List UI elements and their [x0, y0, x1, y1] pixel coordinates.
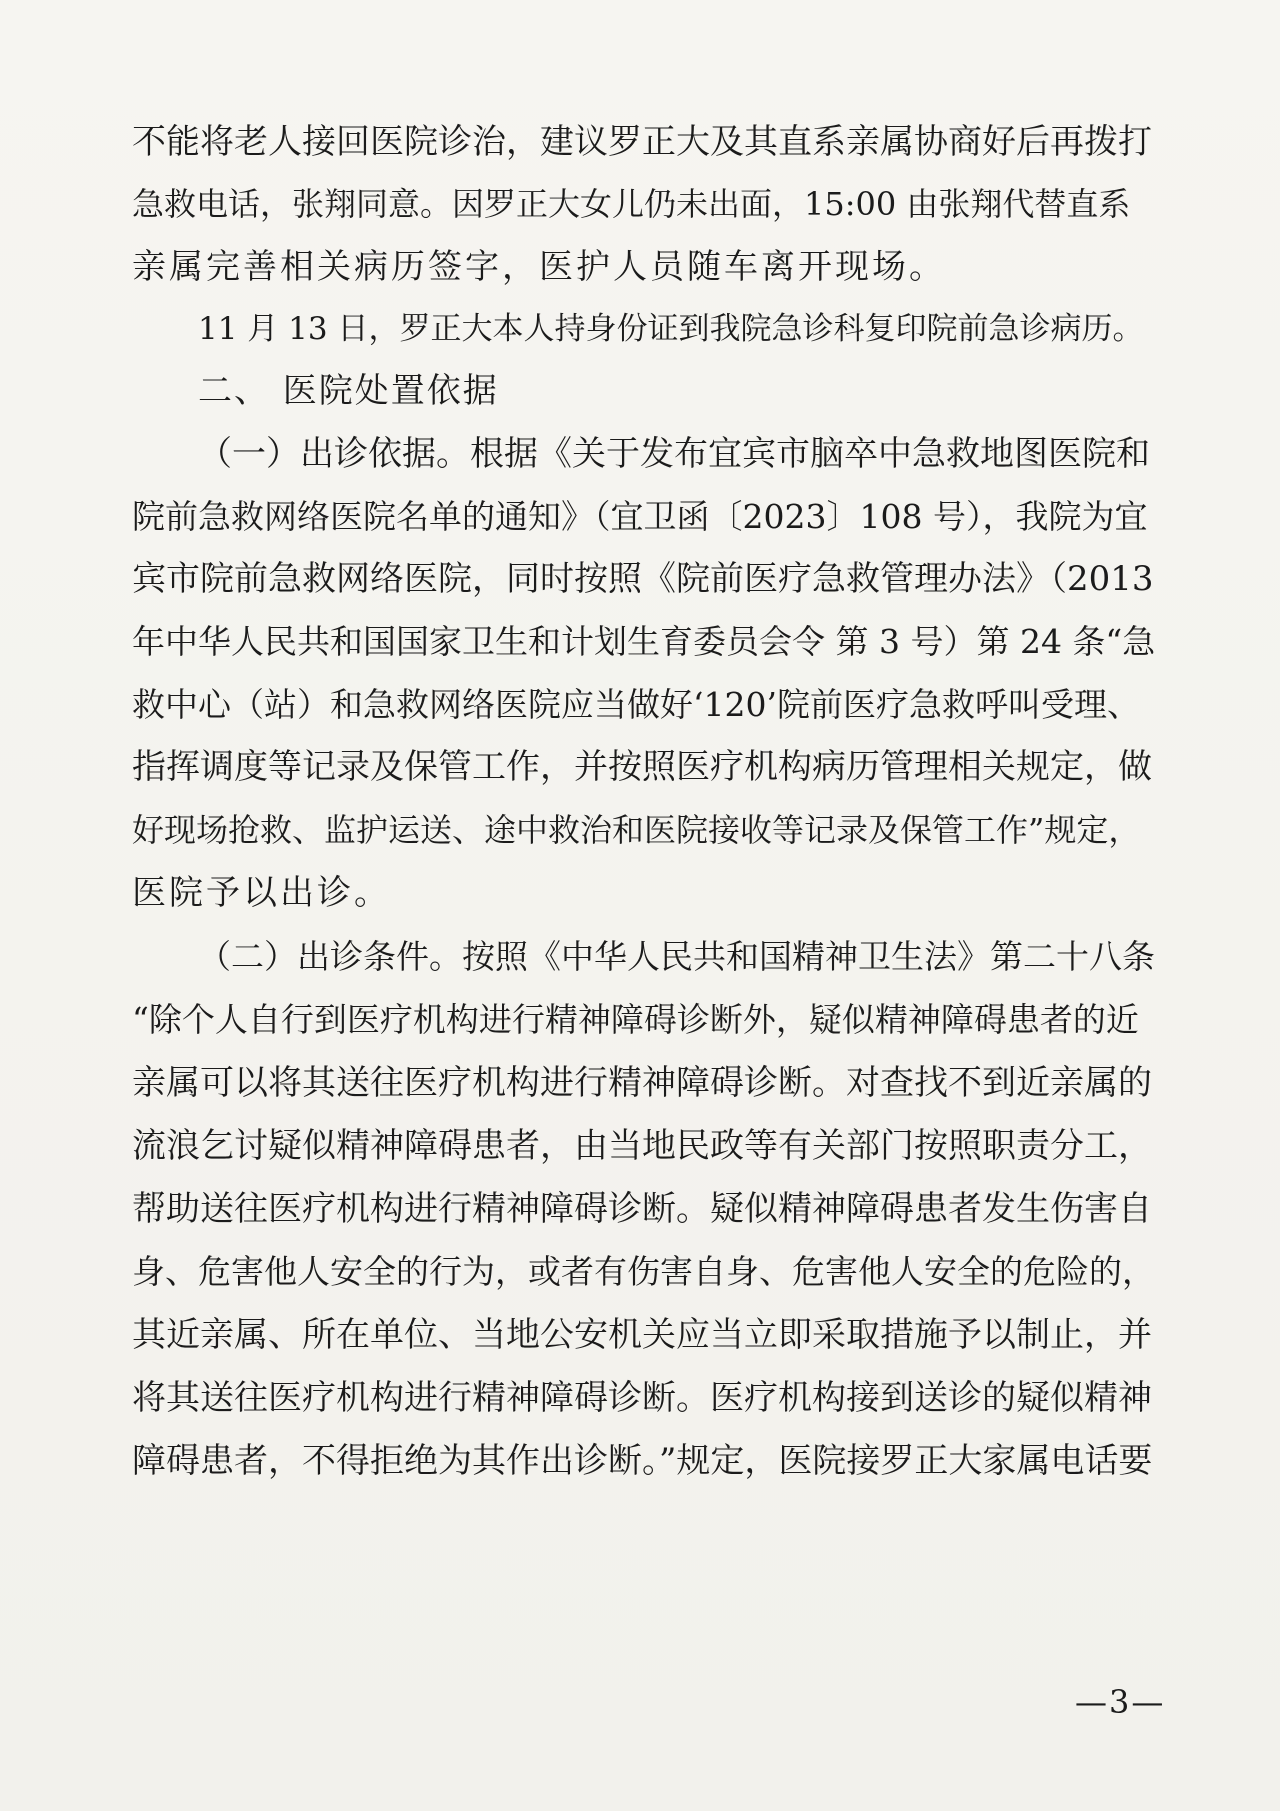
text-line: 亲属完善相关病历签字，医护人员随车离开现场。 [132, 247, 946, 287]
text-line: “除个人自行到医疗机构进行精神障碍诊断外，疑似精神障碍患者的近 [132, 1000, 1139, 1039]
page-number: —3— [1075, 1683, 1166, 1721]
text-line: 不能将老人接回医院诊治，建议罗正大及其直系亲属协商好后再拨打 [132, 122, 1152, 162]
text-line: 亲属可以将其送往医疗机构进行精神障碍诊断。对查找不到近亲属的 [132, 1063, 1152, 1103]
text-line: 宾市院前急救网络医院，同时按照《院前医疗急救管理办法》（2013 [132, 559, 1154, 599]
section-heading: 二、 医院处置依据 [198, 371, 499, 411]
text-line: 指挥调度等记录及保管工作，并按照医疗机构病历管理相关规定，做 [132, 747, 1152, 787]
text-line: （二）出诊条件。按照《中华人民共和国精神卫生法》第二十八条 [198, 937, 1155, 976]
text-line: 救中心（站）和急救网络医院应当做好‘120’院前医疗急救呼叫受理、 [132, 685, 1140, 724]
text-line: 院前急救网络医院名单的通知》（宜卫函〔2023〕108 号），我院为宜 [132, 497, 1148, 536]
text-line: 11 月 13 日，罗正大本人持身份证到我院急诊科复印院前急诊病历。 [198, 311, 1144, 347]
text-line: 好现场抢救、监护运送、途中救治和医院接收等记录及保管工作”规定， [132, 811, 1141, 849]
text-line: 其近亲属、所在单位、当地公安机关应当立即采取措施予以制止，并 [132, 1315, 1152, 1355]
text-line: 流浪乞讨疑似精神障碍患者，由当地民政等有关部门按照职责分工， [132, 1126, 1152, 1166]
text-line: 障碍患者，不得拒绝为其作出诊断。”规定，医院接罗正大家属电话要 [132, 1441, 1153, 1481]
text-line: 将其送往医疗机构进行精神障碍诊断。医疗机构接到送诊的疑似精神 [132, 1378, 1152, 1418]
text-line: 年中华人民共和国国家卫生和计划生育委员会令 第 3 号）第 24 条“急 [132, 622, 1156, 661]
text-line: 医院予以出诊。 [132, 873, 391, 913]
text-line: 身、危害他人安全的行为，或者有伤害自身、危害他人安全的危险的， [132, 1252, 1155, 1291]
text-line: 帮助送往医疗机构进行精神障碍诊断。疑似精神障碍患者发生伤害自 [132, 1189, 1152, 1229]
text-line: （一）出诊依据。根据《关于发布宜宾市脑卒中急救地图医院和 [198, 434, 1150, 474]
text-line: 急救电话，张翔同意。因罗正大女儿仍未出面，15:00 由张翔代替直系 [132, 185, 1131, 223]
